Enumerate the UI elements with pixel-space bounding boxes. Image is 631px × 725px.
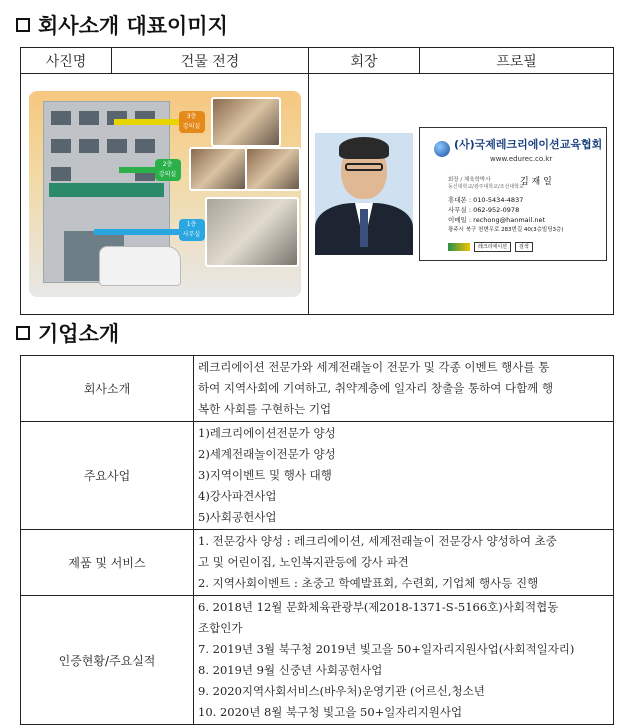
- building-photo: [29, 91, 301, 297]
- content-line: 5)사회공헌사업: [198, 510, 277, 524]
- row-content: [194, 596, 614, 725]
- content-line: 고 및 어린이집, 노인복지관등에 강사 파견: [198, 555, 409, 569]
- content-line: 레크리에이션 전문가와 세계전래놀이 전문가 및 각종 이벤트 행사를 통: [198, 360, 550, 374]
- content-line: 4)강사파견사업: [198, 489, 277, 503]
- content-line: 하여 지역사회에 기여하고, 취약계층에 일자리 창출을 통하여 다함께 행: [198, 381, 554, 395]
- card-url: www.edurec.co.kr: [490, 155, 553, 163]
- card-role-sub: 동신대학교/광주대학교/조선대학교: [448, 184, 524, 190]
- card-role: 회장 / 체육학박사: [448, 177, 491, 183]
- company-table: [20, 355, 614, 725]
- content-line: 조합인가: [198, 621, 243, 635]
- section-title-text: 기업소개: [38, 322, 120, 346]
- row-label: 회사소개: [21, 356, 194, 422]
- table-row: [21, 422, 614, 530]
- card-org: (사)국제레크리에이션교육협회: [454, 138, 603, 151]
- chairman-portrait: [315, 133, 413, 255]
- section-title-text: 회사소개 대표이미지: [38, 14, 228, 38]
- header-building: 건물 전경: [112, 48, 309, 74]
- content-line: 6. 2018년 12월 문화체육관광부(제2018-1371-S-5166호)사회적협동: [198, 600, 559, 614]
- image-table: [20, 47, 614, 315]
- table-row: [21, 530, 614, 596]
- profile-cell: [309, 74, 614, 315]
- content-line: 2)세계전래놀이전문가 양성: [198, 447, 336, 461]
- card-address: 광주시 북구 천변우로 283번길 40(3층빌딩3층): [448, 227, 564, 233]
- content-line: 1. 전문강사 양성 : 레크리에이션, 세계전래놀이 전문강사 양성하여 초중: [198, 534, 557, 548]
- content-line: 3)지역이벤트 및 행사 대행: [198, 468, 332, 482]
- section-title-company: [16, 318, 119, 348]
- content-line: 7. 2019년 3월 북구청 2019년 빛고을 50+일자리지원사업(사회적일자리): [198, 642, 575, 656]
- business-card: [419, 127, 607, 261]
- row-content: [194, 356, 614, 422]
- card-search-box: 레크리에이션: [474, 242, 511, 252]
- card-search-button: 검색: [515, 242, 533, 252]
- row-label: 제품 및 서비스: [21, 530, 194, 596]
- content-line: 복한 사회를 구현하는 기업: [198, 402, 332, 416]
- checkbox-square-icon: [16, 18, 30, 32]
- header-photo-name: 사진명: [21, 48, 112, 74]
- card-mobile: 휴대폰 : 010-5434-4837: [448, 196, 524, 204]
- content-line: 2. 지역사회이벤트 : 초중고 학예발표회, 수련회, 기업체 행사등 진행: [198, 576, 539, 590]
- card-name: 김 재 일: [520, 177, 552, 187]
- card-email: 이메일 : rechong@hanmail.net: [448, 216, 545, 224]
- content-line: 8. 2019년 9월 신중년 사회공헌사업: [198, 663, 383, 677]
- content-line: 1)레크리에이션전문가 양성: [198, 426, 336, 440]
- row-label: 인증현황/주요실적: [21, 596, 194, 725]
- header-chairman: 회장: [309, 48, 420, 74]
- content-line: 10. 2020년 8월 북구청 빛고을 50+일자리지원사업: [198, 705, 463, 719]
- card-office: 사무실 : 062-952-0978: [448, 206, 520, 214]
- header-profile: 프로필: [420, 48, 614, 74]
- row-label: 주요사업: [21, 422, 194, 530]
- building-photo-cell: [21, 74, 309, 315]
- checkbox-square-icon: [16, 326, 30, 340]
- row-content: [194, 422, 614, 530]
- floor3-tag: 3층 강의실: [179, 111, 205, 133]
- table-row: [21, 356, 614, 422]
- channel-logo-icon: [448, 243, 470, 251]
- globe-logo-icon: [434, 141, 450, 157]
- floor2-tag: 2층 강의실: [155, 159, 181, 181]
- section-title-rep-image: [16, 10, 228, 40]
- row-content: [194, 530, 614, 596]
- floor1-tag: 1층 사무실: [179, 219, 205, 241]
- content-line: 9. 2020지역사회서비스(바우처)운영기관 (어르신,청소년: [198, 684, 485, 698]
- table-row: [21, 596, 614, 725]
